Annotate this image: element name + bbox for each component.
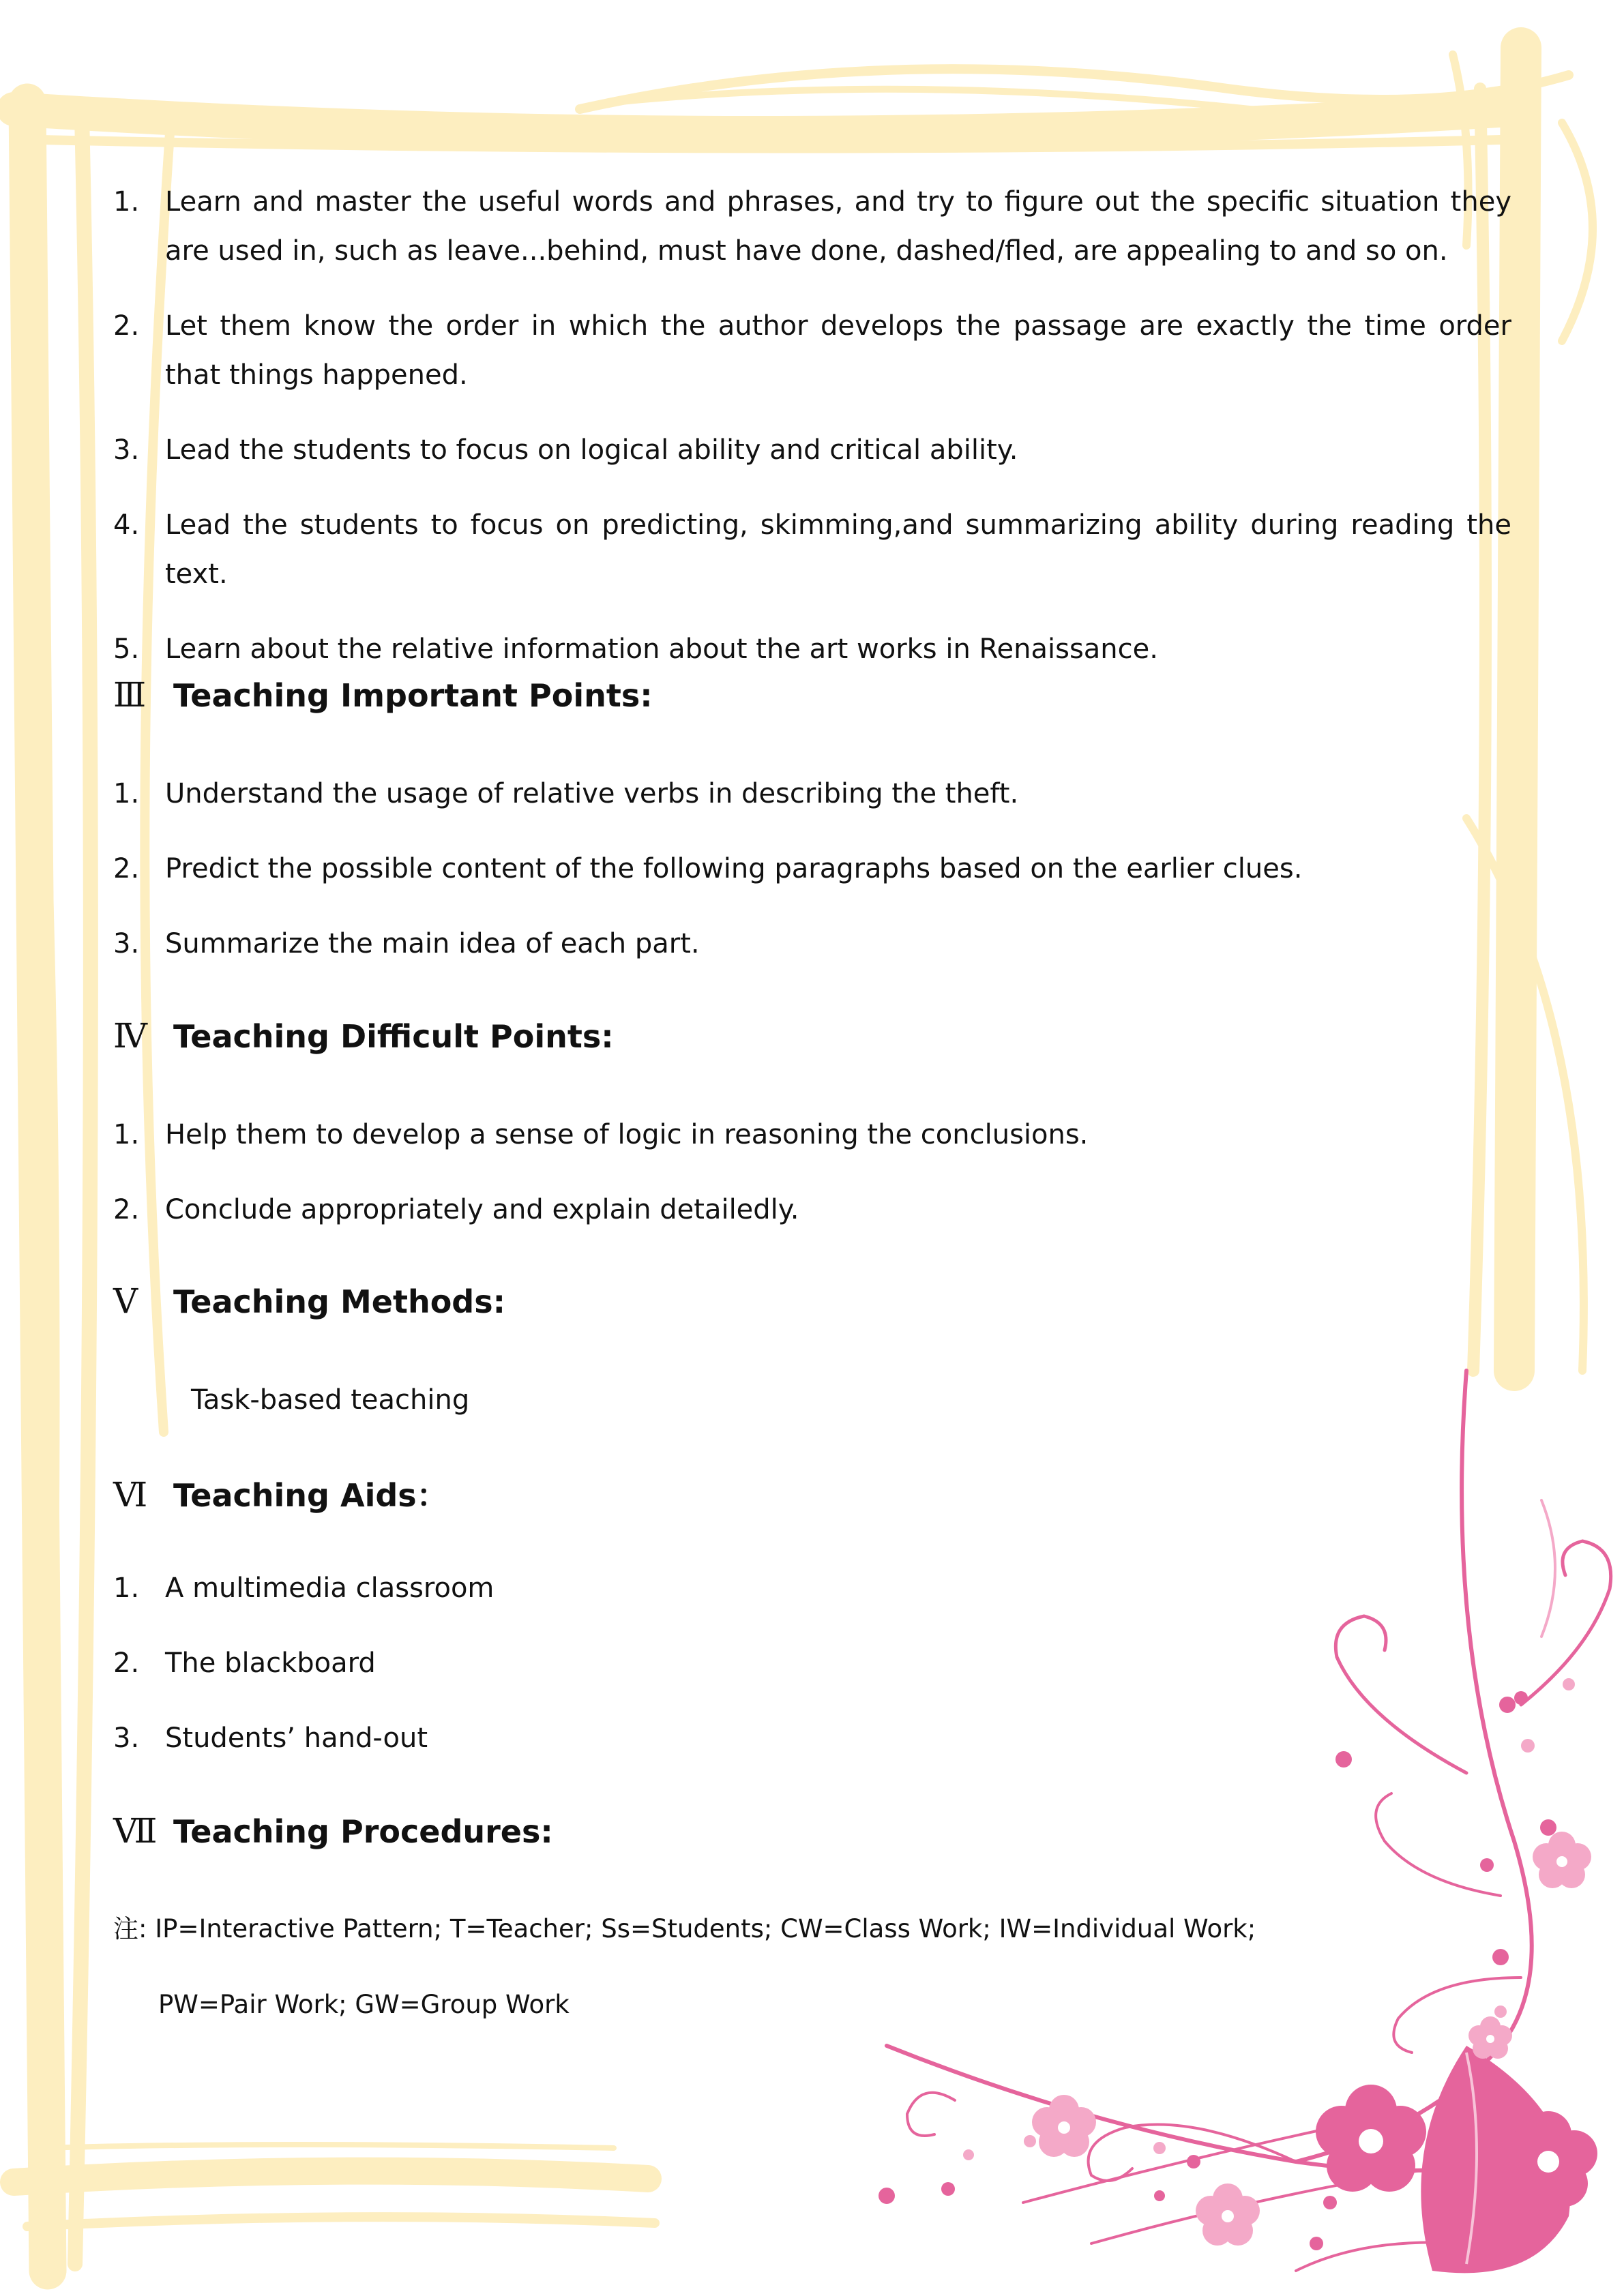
section-heading-methods	[113, 1281, 505, 1321]
item-text: Lead the students to focus on logical ability and critical ability.	[165, 434, 1018, 466]
item-text: Learn about the relative information about the art works in Renaissance.	[165, 633, 1158, 665]
item-text: Summarize the main idea of each part.	[165, 928, 700, 959]
list-item	[113, 177, 1511, 275]
item-number: 1.	[113, 778, 140, 809]
section-heading-procedures	[113, 1811, 553, 1851]
aids-list	[113, 1564, 1511, 1789]
item-text: The blackboard	[165, 1648, 376, 1679]
section-numeral: Ⅲ	[113, 675, 147, 715]
item-text: Understand the usage of relative verbs in describing the theft.	[165, 778, 1019, 809]
item-number: 3.	[113, 928, 140, 959]
item-number: 1.	[113, 1119, 140, 1150]
methods-text: Task-based teaching	[191, 1384, 470, 1416]
important-points-list	[113, 769, 1511, 994]
item-text: Predict the possible content of the following paragraphs based on the earlier clues.	[165, 853, 1303, 884]
section-title: Teaching Important Points:	[173, 677, 653, 714]
list-item	[113, 625, 1511, 674]
item-text: Learn and master the useful words and phrases, and try to figure out the specific situation they are used in, such as leave...behind, must have done, dashed/fled, are appealing to and so on.	[165, 186, 1511, 267]
item-text: Conclude appropriately and explain detailedly.	[165, 1194, 799, 1225]
section-numeral: Ⅴ	[113, 1281, 138, 1321]
section-title: Teaching Aids：	[173, 1477, 448, 1514]
list-item	[113, 501, 1511, 599]
item-number: 2.	[113, 1194, 140, 1225]
list-item	[113, 1185, 1511, 1234]
item-text: Help them to develop a sense of logic in reasoning the conclusions.	[165, 1119, 1089, 1150]
item-number: 2.	[113, 853, 140, 884]
item-number: 2.	[113, 310, 140, 342]
section-numeral: Ⅵ	[113, 1475, 148, 1515]
item-text: Lead the students to focus on predicting, skimming,and summarizing ability during reading the text.	[165, 509, 1511, 590]
item-text: A multimedia classroom	[165, 1572, 494, 1604]
section-numeral: Ⅶ	[113, 1811, 158, 1851]
list-item	[113, 1639, 1511, 1688]
section-heading-important-points	[113, 675, 653, 715]
procedures-note-line-1: 注: IP=Interactive Pattern; T=Teacher; Ss=Students; CW=Class Work; IW=Individual Work;	[113, 1914, 1256, 1943]
item-number: 2.	[113, 1648, 140, 1679]
section-heading-difficult-points	[113, 1016, 614, 1056]
list-item	[113, 301, 1511, 400]
item-number: 3.	[113, 1723, 140, 1754]
list-item	[113, 844, 1511, 893]
section-title: Teaching Difficult Points:	[173, 1018, 614, 1055]
list-item	[113, 1110, 1511, 1159]
list-item	[113, 919, 1511, 968]
procedures-note-line-2: PW=Pair Work; GW=Group Work	[158, 1990, 570, 2019]
list-item	[113, 769, 1511, 818]
list-item	[113, 426, 1511, 475]
item-number: 5.	[113, 633, 140, 665]
item-number: 3.	[113, 434, 140, 466]
section-title: Teaching Procedures:	[173, 1813, 553, 1850]
list-item	[113, 1714, 1511, 1763]
section-heading-aids	[113, 1471, 448, 1516]
item-text: Students’ hand-out	[165, 1723, 428, 1754]
item-number: 1.	[113, 1572, 140, 1604]
difficult-points-list	[113, 1110, 1511, 1260]
objectives-list	[113, 177, 1511, 700]
section-numeral: Ⅳ	[113, 1016, 147, 1056]
item-number: 4.	[113, 509, 140, 541]
item-number: 1.	[113, 186, 140, 218]
item-text: Let them know the order in which the author develops the passage are exactly the time order that things happened.	[165, 310, 1511, 391]
section-title: Teaching Methods:	[173, 1283, 505, 1320]
list-item	[113, 1564, 1511, 1613]
